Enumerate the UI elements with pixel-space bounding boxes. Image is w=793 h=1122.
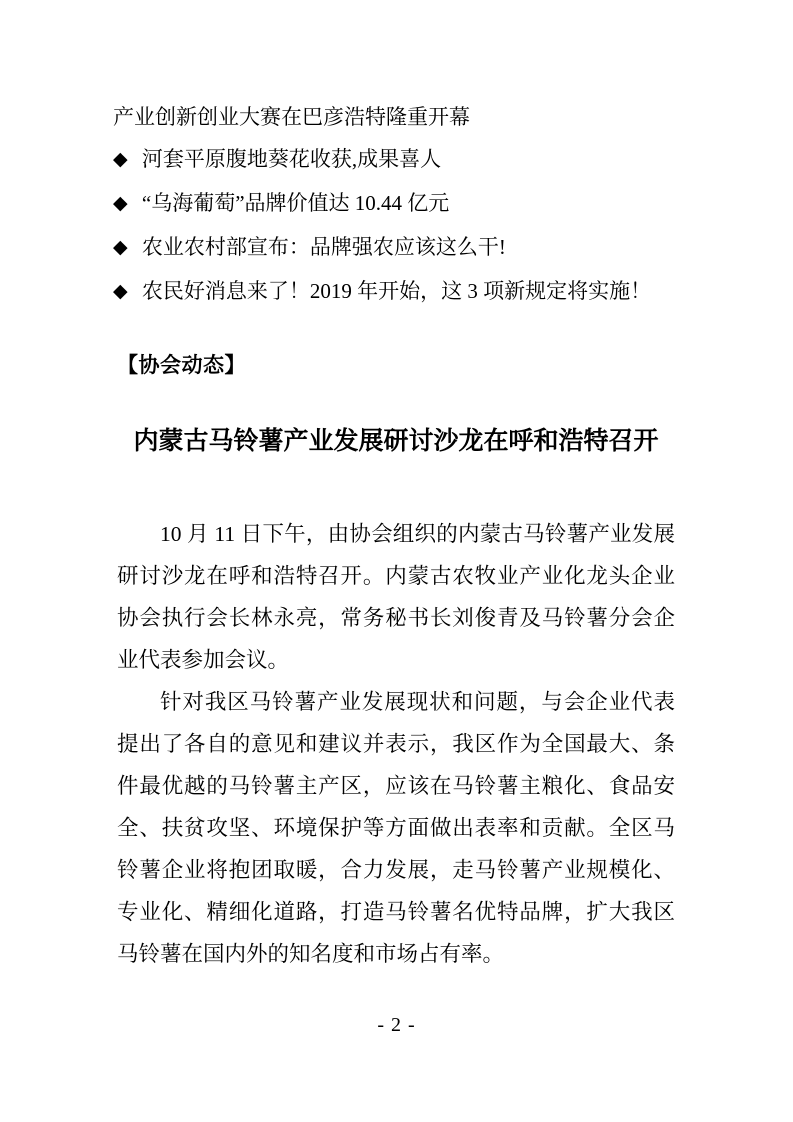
headline-item: [113, 270, 679, 314]
headline-text: 河套平原腹地葵花收获,成果喜人: [141, 147, 442, 171]
diamond-bullet-icon: ◆: [113, 193, 128, 214]
article-paragraph-2: 针对我区马铃薯产业发展现状和问题，与会企业代表提出了各自的意见和建议并表示，我区作为全国最大、条件最优越的马铃薯主产区，应该在马铃薯主粮化、食品安全、扶贫攻坚、环境保护等方面做出表率和贡献。全区马铃薯企业将抱团取暖，合力发展，走马铃薯产业规模化、专业化、精细化道路，打造马铃薯名优特品牌，扩大我区马铃薯在国内外的知名度和市场占有率。: [117, 690, 675, 966]
article-body: [117, 513, 675, 975]
diamond-bullet-icon: ◆: [113, 149, 128, 170]
headline-text: 农民好消息来了！2019 年开始，这 3 项新规定将实施！: [141, 279, 652, 303]
headline-continuation: [113, 96, 679, 138]
headline-item: [113, 182, 679, 226]
article-title: 内蒙古马铃薯产业发展研讨沙龙在呼和浩特召开: [133, 428, 659, 455]
section-label: 【协会动态】: [117, 354, 246, 377]
page-number: - 2 -: [377, 1014, 416, 1036]
headline-text: 农业农村部宣布：品牌强农应该这么干!: [141, 235, 506, 259]
headline-list: [113, 96, 679, 314]
headline-item: [113, 226, 679, 270]
headline-item: [113, 138, 679, 182]
headline-text: “乌海葡萄”品牌价值达 10.44 亿元: [141, 191, 450, 215]
headline-text: 产业创新创业大赛在巴彦浩特隆重开幕: [113, 105, 470, 129]
diamond-bullet-icon: ◆: [113, 237, 128, 258]
diamond-bullet-icon: ◆: [113, 281, 128, 302]
article-paragraph-1: 10 月 11 日下午，由协会组织的内蒙古马铃薯产业发展研讨沙龙在呼和浩特召开。内蒙古农牧业产业化龙头企业协会执行会长林永亮，常务秘书长刘俊青及马铃薯分会企业代表参加会议。: [117, 522, 675, 672]
